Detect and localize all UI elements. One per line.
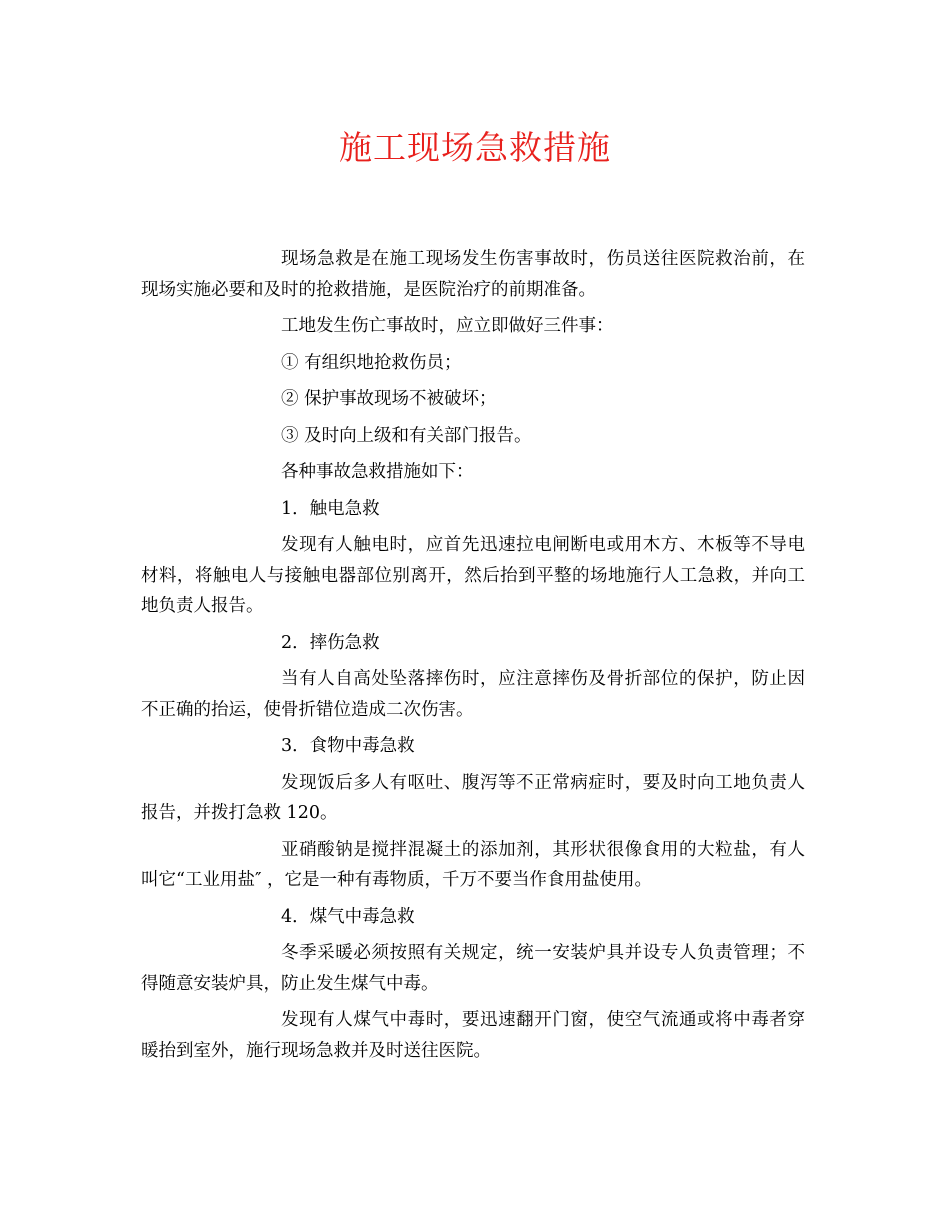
paragraph-winter-heating: 冬季采暖必须按照有关规定，统一安装炉具并设专人负责管理；不得随意安装炉具，防止发生煤气中毒。 bbox=[141, 943, 805, 994]
document-body bbox=[141, 244, 805, 1072]
paragraph-electric-shock: 发现有人触电时，应首先迅速拉电闸断电或用木方、木板等不导电材料，将触电人与接触电器部位别离开，然后抬到平整的场地施行人工急救，并向工地负责人报告。 bbox=[141, 535, 805, 616]
paragraph-measures-intro: 各种事故急救措施如下： bbox=[281, 462, 474, 482]
document-title: 施工现场急救措施 bbox=[339, 128, 611, 167]
paragraph-gas-poisoning-rescue: 发现有人煤气中毒时，要迅速翻开门窗，使空气流通或将中毒者穿暖抬到室外，施行现场急救并及时送往医院。 bbox=[141, 1010, 805, 1061]
list-item-report: ③ 及时向上级和有关部门报告。 bbox=[281, 425, 532, 446]
paragraph-food-poisoning: 发现饭后多人有呕吐、腹泻等不正常病症时，要及时向工地负责人报告，并拨打急救 120。 bbox=[141, 772, 805, 823]
paragraph-three-things: 工地发生伤亡事故时，应立即做好三件事： bbox=[281, 316, 614, 336]
paragraph-intro: 现场急救是在施工现场发生伤害事故时，伤员送往医院救治前，在现场实施必要和及时的抢救措施，是医院治疗的前期准备。 bbox=[141, 249, 805, 300]
paragraph-sodium-nitrite: 亚硝酸钠是搅拌混凝土的添加剂，其形状很像食用的大粒盐，有人叫它“工业用盐″ ，它是一种有毒物质，千万不要当作食用盐使用。 bbox=[141, 839, 805, 890]
section-heading-food-poisoning: 3．食物中毒急救 bbox=[281, 736, 415, 756]
list-item-protect-scene: ② 保护事故现场不被破坏； bbox=[281, 389, 497, 409]
section-heading-fall-injury: 2．摔伤急救 bbox=[281, 632, 380, 653]
list-item-rescue: ① 有组织地抢救伤员； bbox=[281, 352, 462, 373]
section-heading-gas-poisoning: 4．煤气中毒急救 bbox=[281, 906, 415, 927]
paragraph-fall-injury: 当有人自高处坠落摔伤时，应注意摔伤及骨折部位的保护，防止因不正确的抬运，使骨折错位造成二次伤害。 bbox=[141, 669, 805, 720]
section-heading-electric-shock: 1．触电急救 bbox=[281, 498, 380, 519]
